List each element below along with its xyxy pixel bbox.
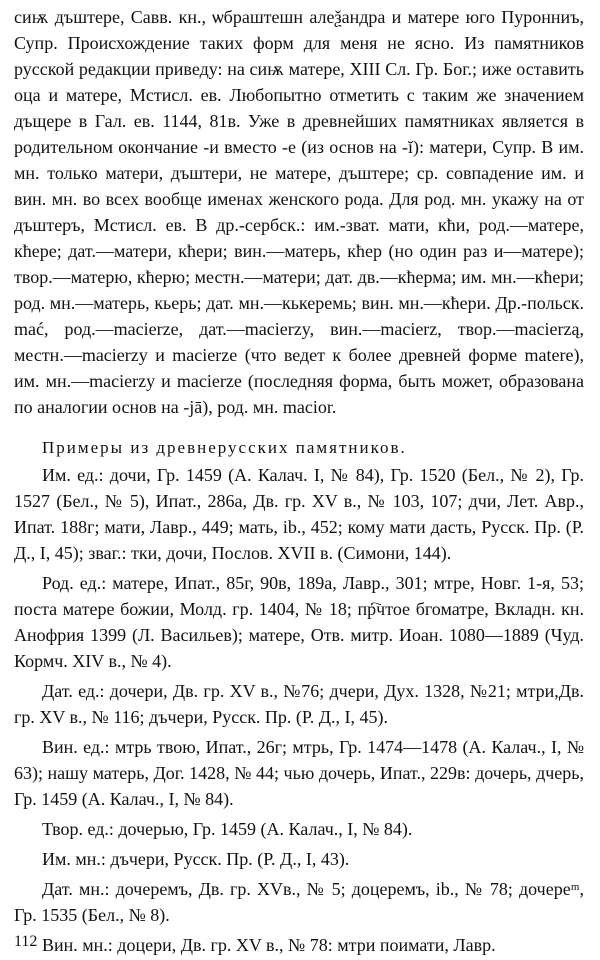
example-genitive-singular: Род. ед.: матере, Ипат., 85г, 90в, 189а, Лавр., 301; мтре, Новг. 1-я, 53; поста матере божии, Молд. гр. 1404, № 18; пр҇чтое бгоматре, Вкладн. кн. Анофрия 1399 (Л. Васильев); матере, Отв. митр. Иоан. 1080—1889 (Чуд. Кормч. XIV в., № 4).: [14, 573, 584, 671]
page-number: 112: [14, 933, 38, 950]
page-body: [14, 4, 584, 958]
example-dative-singular: Дат. ед.: дочери, Дв. гр. XV в., №76; дчери, Дух. 1328, №21; мтри,Дв. гр. XV в., № 116; дъчери, Русск. Пр. (Р. Д., I, 45).: [14, 681, 584, 727]
example-nominative-singular: Им. ед.: дочи, Гр. 1459 (А. Калач. I, № 84), Гр. 1520 (Бел., № 2), Гр. 1527 (Бел., № 5), Ипат., 286а, Дв. гр. XV в., № 103, 107; дчи, Лет. Авр., Ипат. 188г; мати, Лавр., 449; мать, ib., 452; кому мати дасть, Русск. Пр. (Р. Д., I, 45); зваг.: тки, дочи, Послов. XVII в. (Симони, 144).: [14, 465, 584, 563]
example-dative-plural: Дат. мн.: дочеремъ, Дв. гр. XVв., № 5; доцеремъ, ib., № 78; дочереᵐ, Гр. 1535 (Бел., № 8).: [14, 879, 584, 925]
example-instrumental-singular: Твор. ед.: дочерью, Гр. 1459 (А. Калач., I, № 84).: [42, 819, 413, 839]
example-accusative-plural: Вин. мн.: доцери, Дв. гр. XV в., № 78: мтри поимати, Лавр.: [42, 935, 496, 955]
example-accusative-singular: Вин. ед.: мтрь твою, Ипат., 26г; мтрь, Гр. 1474—1478 (А. Калач., I, № 63); нашу матерь, Дог. 1428, № 44; чью дочерь, Ипат., 229в: дочерь, дчерь, Гр. 1459 (А. Калач., I, № 84).: [14, 737, 584, 809]
section-heading: Примеры из древнерусских памятников.: [42, 438, 407, 457]
paragraph-main: сиѭ дъштере, Савв. кн., ѡбраштешн алеѯандра и матере юго Пуронниъ, Супр. Происхождение таких форм для меня не ясно. Из памятников русской редакции приведу: на сиѭ матере, XIII Сл. Гр. Бог.; иже оставить оца и матере, Мстисл. ев. Любопытно отметить с таким же значением дъщере в Гал. ев. 1144, 81в. Уже в древнейших памятниках является в родительном окончание -и вместо -е (из основ на -ĭ): матери, Супр. В им. мн. только матери, дъштери, не матере, дъштере; ср. совпадение им. и вин. мн. во всех вообще именах женского рода. Для род. мн. укажу на от дъштеръ, Мстисл. ев. В др.-сербск.: им.-зват. мати, кћи, род.—матере, кћере; дат.—матери, кћери; вин.—матерь, кћер (но один раз и—матере); твор.—матерю, кћерю; местн.—матери; дат. дв.—кћерма; им. мн.—кћери; род. мн.—матерь, кьерь; дат. мн.—кькеремь; вин. мн.—кћери. Др.-польск. mać, род.—macierze, дат.—macierzy, вин.—macierz, твор.—macierzą, местн.—macierzy и macierze (что ведет к более древней форме matere), им. мн.—macierzy и macierze (последняя форма, быть может, образована по аналогии основ на -jā), род. мн. macior.: [14, 7, 584, 417]
example-nominative-plural: Им. мн.: дъчери, Русск. Пр. (Р. Д., I, 43).: [42, 849, 350, 869]
